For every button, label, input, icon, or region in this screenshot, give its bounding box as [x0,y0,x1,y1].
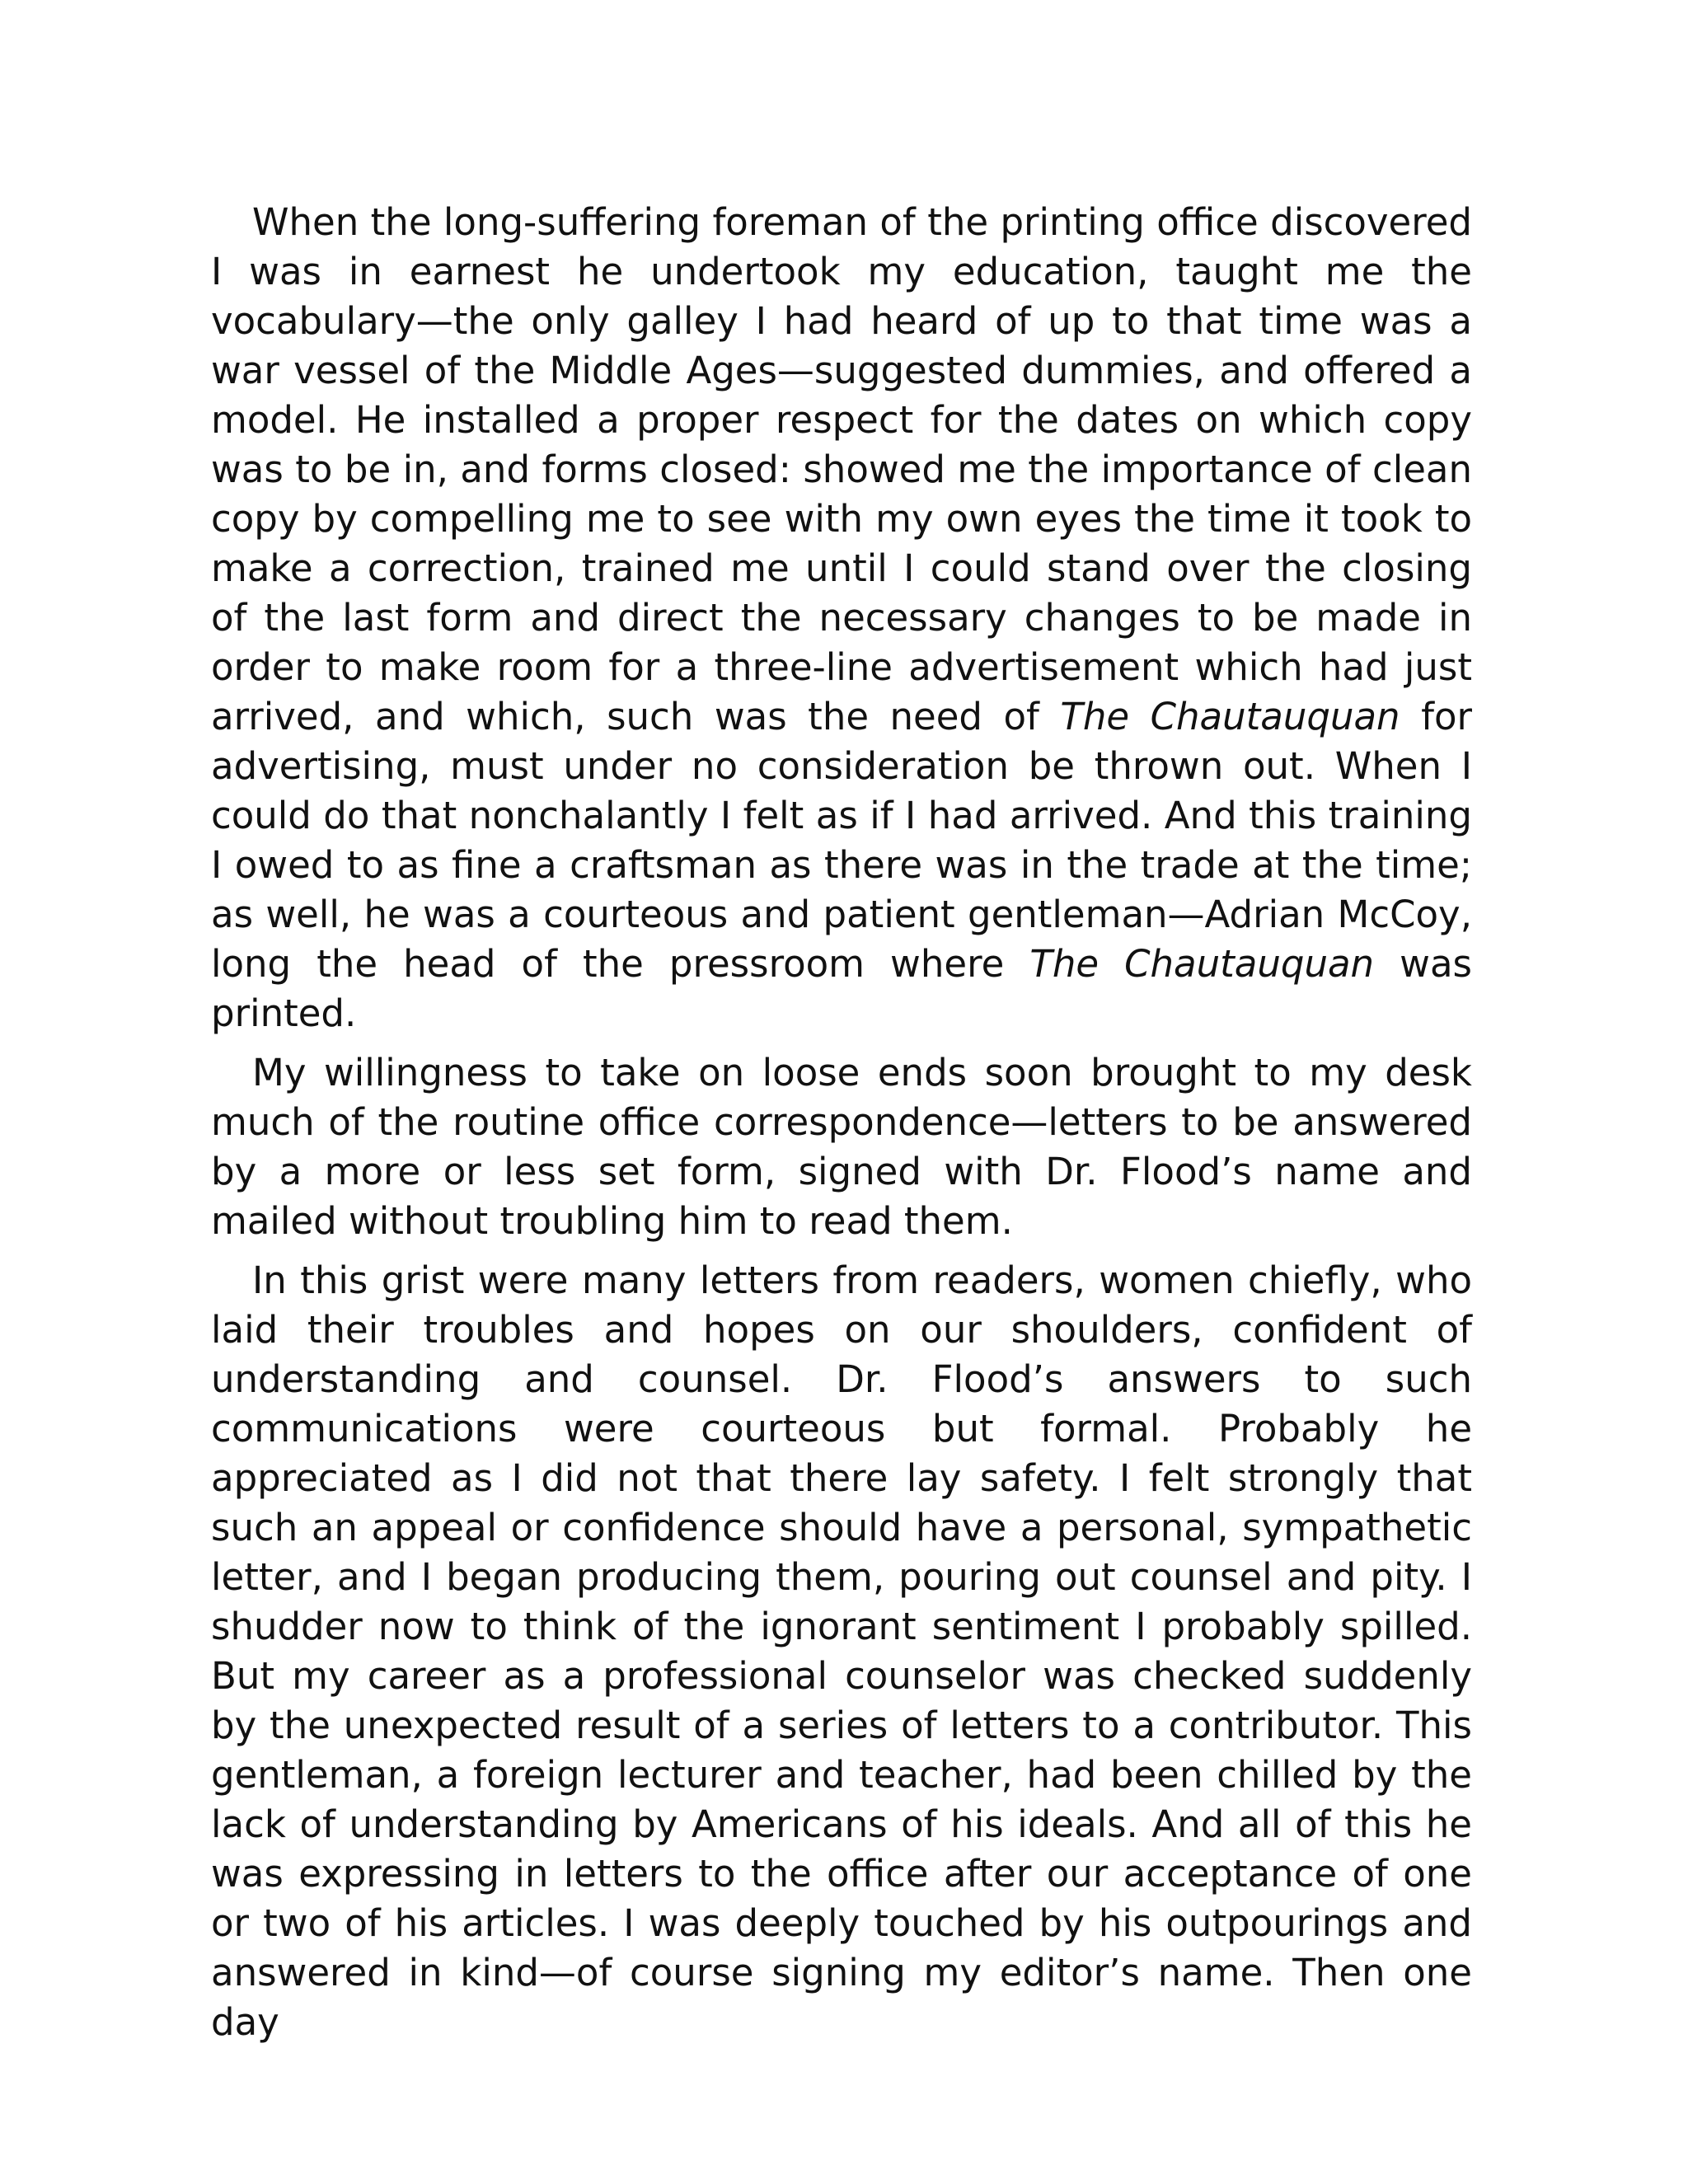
paragraph-1-text-a: When the long-suffering foreman of the printing office discovered I was in earnest he undertook my education, taught me the vocabulary—the only galley I had heard of up to that time was a war vessel of the Middle Ages—suggested dummies, and offered a model. He installed a proper respect for the dates on which copy was to be in, and forms closed: showed me the importance of clean copy by compelling me to see with my own eyes the time it took to make a correction, trained me until I could stand over the closing of the last form and direct the necessary changes to be made in order to make room for a three-line advertisement which had just arrived, and which, such was the need of [211,200,1472,738]
magazine-title: The Chautauquan [1029,942,1375,986]
page-body [211,198,1472,2057]
paragraph-2: My willingness to take on loose ends soon brought to my desk much of the routine office correspondence—letters to be answered by a more or less set form, signed with Dr. Flood’s name and mailed without troubling him to read them. [211,1051,1472,1243]
paragraph-1-text-c: was printed. [211,942,1472,1035]
magazine-title: The Chautauquan [1060,695,1400,738]
paragraph-3: In this grist were many letters from readers, women chiefly, who laid their troubles and hopes on our shoulders, confident of understanding and counsel. Dr. Flood’s answers to such communications were courteous but formal. Probably he appreciated as I did not that there lay safety. I felt strongly that such an appeal or confidence should have a personal, sympathetic letter, and I began producing them, pouring out counsel and pity. I shudder now to think of the ignorant sentiment I probably spilled. But my career as a professional counselor was checked suddenly by the unexpected result of a series of letters to a contributor. This gentleman, a foreign lecturer and teacher, had been chilled by the lack of understanding by Americans of his ideals. And all of this he was expressing in letters to the office after our acceptance of one or two of his articles. I was deeply touched by his outpourings and answered in kind—of course signing my editor’s name. Then one day [211,1258,1472,2044]
paragraph-1 [211,198,1472,1038]
paragraph-1-text-b: for advertising, must under no consideration be thrown out. When I could do that nonchalantly I felt as if I had arrived. And this training I owed to as fine a craftsman as there was in the trade at the time; as well, he was a courteous and patient gentleman—Adrian McCoy, long the head of the pressroom where [211,695,1472,986]
